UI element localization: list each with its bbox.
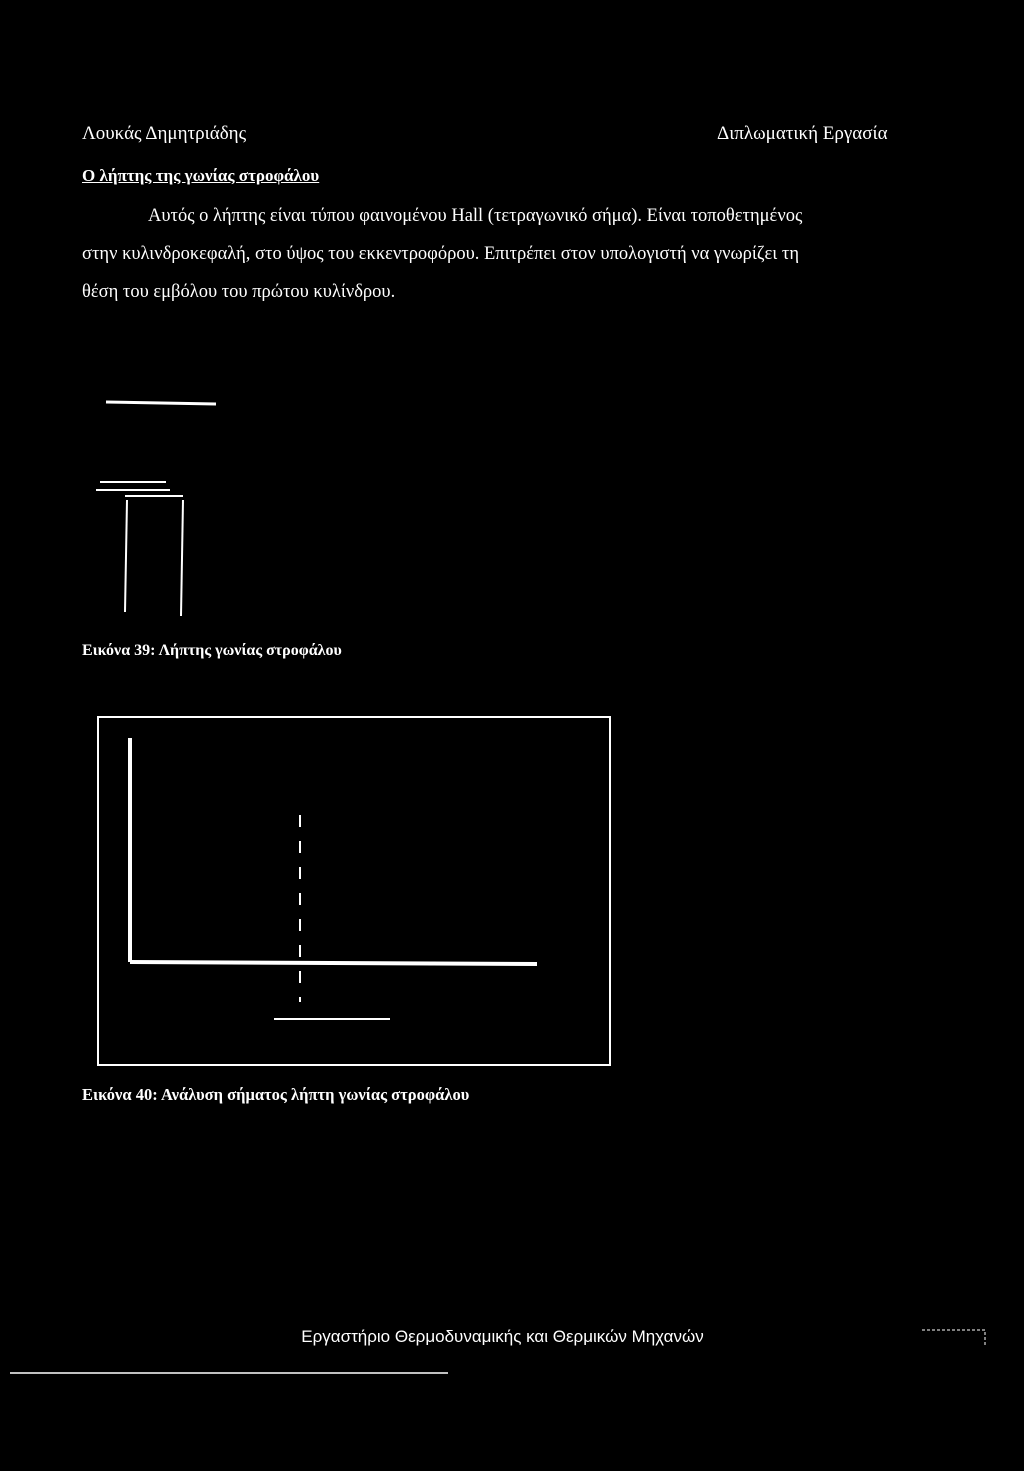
figure-39-caption: Εικόνα 39: Λήπτης γωνίας στροφάλου (82, 642, 342, 659)
section-title: Ο λήπτης της γωνίας στροφάλου (82, 166, 320, 185)
fig39-sensor-right (181, 500, 183, 616)
paragraph-line-3: θέση του εμβόλου του πρώτου κυλίνδρου. (82, 282, 396, 302)
figure-40-caption: Εικόνα 40: Ανάλυση σήματος λήπτη γωνίας στροφάλου (82, 1085, 470, 1104)
fig39-top-bar (106, 402, 216, 404)
fig40-signal-low (130, 962, 537, 964)
fig40-frame (98, 717, 610, 1065)
footer-text: Εργαστήριο Θερμοδυναμικής και Θερμικών Μηχανών (301, 1327, 704, 1346)
figure-39-sensor (96, 402, 216, 616)
header-doc-type: Διπλωματική Εργασία (717, 123, 888, 144)
figure-40-signal (98, 717, 610, 1065)
paragraph-line-2: στην κυλινδροκεφαλή, στο ύψος του εκκεντροφόρου. Επιτρέπει στον υπολογιστή να γνωρίζει τη (82, 244, 799, 264)
paragraph-line-1: Αυτός ο λήπτης είναι τύπου φαινομένου Hall (τετραγωνικό σήμα). Είναι τοποθετημένος (148, 206, 803, 226)
header-author: Λουκάς Δημητριάδης (82, 123, 247, 144)
fig39-sensor-left (125, 500, 127, 612)
